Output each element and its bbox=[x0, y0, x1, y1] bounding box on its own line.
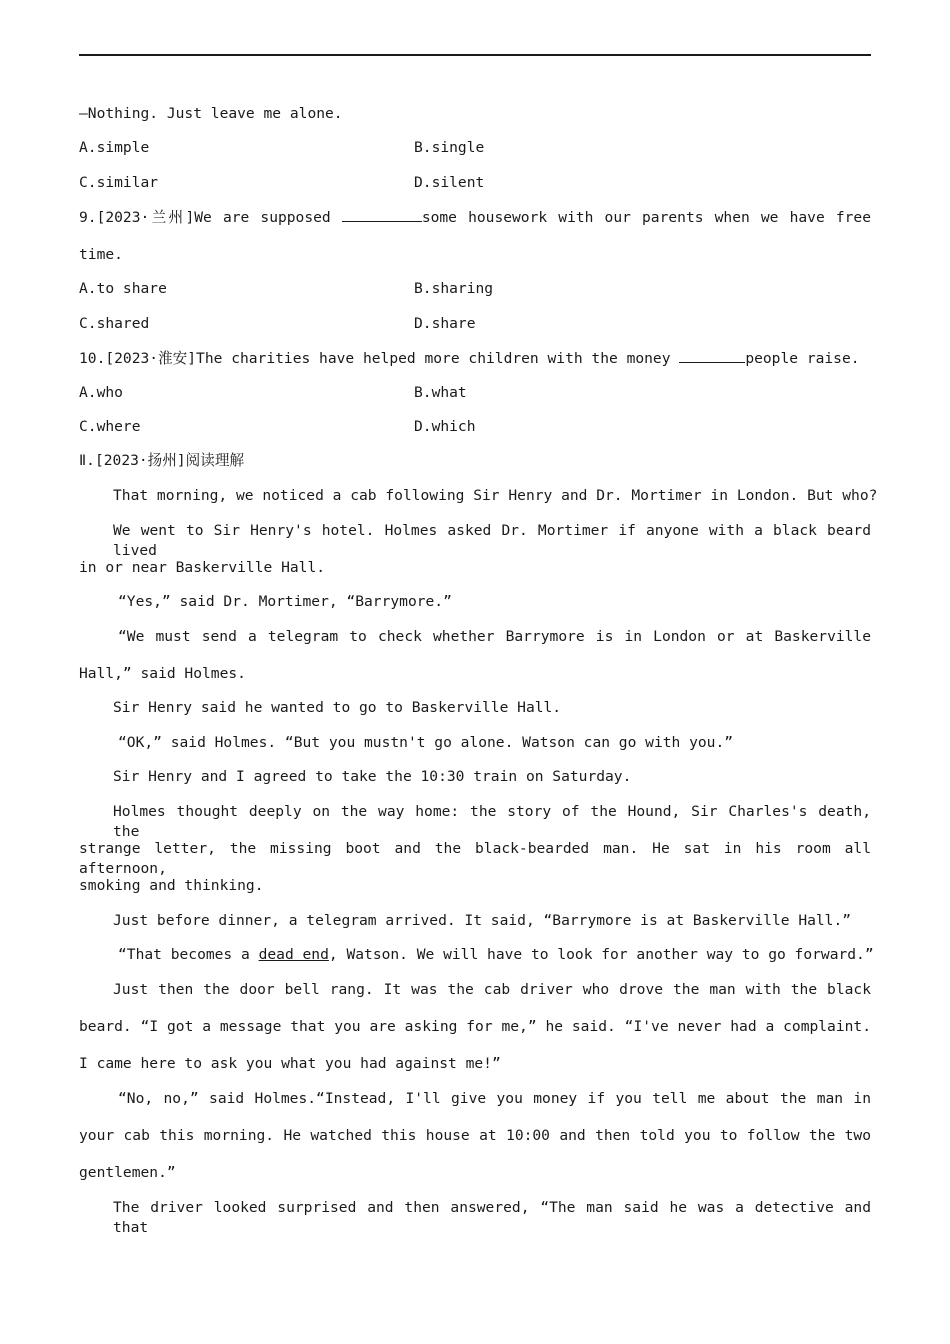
q8-reply: —Nothing. Just leave me alone. bbox=[79, 105, 343, 122]
passage-p12-line3: gentlemen.” bbox=[79, 1164, 176, 1181]
q9-option-c[interactable]: C.shared bbox=[79, 315, 150, 332]
q8-option-b[interactable]: B.single bbox=[414, 139, 485, 156]
dead-end-underlined: dead end bbox=[258, 946, 329, 963]
q9-option-d[interactable]: D.share bbox=[414, 315, 476, 332]
passage-p4-line2: Hall,” said Holmes. bbox=[79, 665, 246, 682]
passage-p10: “That becomes a dead end, Watson. We will have to look for another way to go forward.” bbox=[118, 946, 874, 963]
q9-option-b[interactable]: B.sharing bbox=[414, 280, 494, 297]
passage-p2-line1: We went to Sir Henry's hotel. Holmes asked Dr. Mortimer if anyone with a black beard lived bbox=[113, 522, 871, 559]
q10-option-c[interactable]: C.where bbox=[79, 418, 141, 435]
passage-p13: The driver looked surprised and then answered, “The man said he was a detective and that bbox=[113, 1199, 871, 1236]
passage-p5: Sir Henry said he wanted to go to Baskerville Hall. bbox=[113, 699, 562, 716]
q10-stem: 10.[2023·淮安]The charities have helped more children with the money people raise. bbox=[79, 350, 860, 367]
q9-stem-cont: time. bbox=[79, 246, 123, 263]
q10-blank[interactable] bbox=[679, 348, 745, 363]
q9-stem: 9.[2023·兰州]We are supposed some housework with our parents when we have free bbox=[79, 209, 871, 226]
passage-p11-line3: I came here to ask you what you had against me!” bbox=[79, 1055, 501, 1072]
q8-option-a[interactable]: A.simple bbox=[79, 139, 150, 156]
passage-p6: “OK,” said Holmes. “But you mustn't go alone. Watson can go with you.” bbox=[118, 734, 734, 751]
q10-option-b[interactable]: B.what bbox=[414, 384, 467, 401]
passage-p8-line3: smoking and thinking. bbox=[79, 877, 264, 894]
passage-p12-line2: your cab this morning. He watched this house at 10:00 and then told you to follow the two bbox=[79, 1127, 871, 1144]
passage-p4-line1: “We must send a telegram to check whether Barrymore is in London or at Baskerville bbox=[118, 628, 871, 645]
q10-option-d[interactable]: D.which bbox=[414, 418, 476, 435]
q8-option-d[interactable]: D.silent bbox=[414, 174, 485, 191]
passage-p12-line1: “No, no,” said Holmes.“Instead, I'll give you money if you tell me about the man in bbox=[118, 1090, 871, 1107]
section-heading: Ⅱ.[2023·扬州]阅读理解 bbox=[79, 452, 245, 469]
passage-p8-line1: Holmes thought deeply on the way home: the story of the Hound, Sir Charles's death, the bbox=[113, 803, 871, 840]
top-rule bbox=[79, 54, 871, 56]
passage-p1: That morning, we noticed a cab following Sir Henry and Dr. Mortimer in London. But who? bbox=[113, 487, 878, 504]
passage-p11-line2: beard. “I got a message that you are asking for me,” he said. “I've never had a complaint. bbox=[79, 1018, 871, 1035]
passage-p7: Sir Henry and I agreed to take the 10:30 train on Saturday. bbox=[113, 768, 632, 785]
passage-p2-line2: in or near Baskerville Hall. bbox=[79, 559, 326, 576]
passage-p11-line1: Just then the door bell rang. It was the cab driver who drove the man with the black bbox=[113, 981, 871, 998]
passage-p3: “Yes,” said Dr. Mortimer, “Barrymore.” bbox=[118, 593, 452, 610]
q8-option-c[interactable]: C.similar bbox=[79, 174, 159, 191]
passage-p9: Just before dinner, a telegram arrived. It said, “Barrymore is at Baskerville Hall.” bbox=[113, 912, 852, 929]
q10-option-a[interactable]: A.who bbox=[79, 384, 123, 401]
q9-blank[interactable] bbox=[342, 207, 422, 222]
q9-option-a[interactable]: A.to share bbox=[79, 280, 167, 297]
passage-p8-line2: strange letter, the missing boot and the black-bearded man. He sat in his room all afternoon, bbox=[79, 840, 871, 877]
